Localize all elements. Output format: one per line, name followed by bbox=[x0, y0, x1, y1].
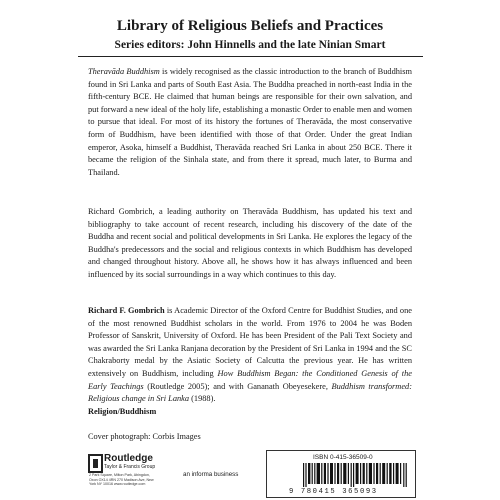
book-reference-1: How Buddhism Began: the Conditioned Genesis of the Early Teachings bbox=[88, 368, 412, 391]
barcode-digits: 9 780415 365093 bbox=[289, 488, 378, 496]
blurb-paragraph-1 bbox=[88, 66, 412, 179]
author-name: Richard F. Gombrich bbox=[88, 306, 165, 315]
blurb-paragraph-1-text: is widely recognised as the classic introduction to the branch of Buddhism found in Sri Lanka and parts of South East Asia. The Buddha preached in north-east India in the fifth-century BCE. He claimed that human beings are responsible for their own salvation, and put forward a new ideal of the holy life, establishing a monastic Order to enable men and women to pursue that ideal. For most of its history the fortunes of Theravāda, the most conservative form of Buddhism, have been identified with those of that Order. Under the great Indian emperor, Asoka, himself a Buddhist, Theravāda reached Sri Lanka in about 250 BCE. There it became the religion of the Sinhala state, and from there it spread, much later, to Burma and Thailand. bbox=[88, 67, 412, 177]
informa-tagline: an informa business bbox=[183, 471, 239, 478]
routledge-logo-icon bbox=[88, 454, 103, 473]
series-editors: Series editors: John Hinnells and the late Ninian Smart bbox=[114, 39, 386, 51]
publisher-name: Routledge bbox=[104, 453, 153, 464]
series-title: Library of Religious Beliefs and Practices bbox=[116, 18, 384, 34]
author-bio-text-c: (1988). bbox=[189, 394, 216, 404]
barcode-icon bbox=[303, 463, 407, 487]
author-bio-text-b: (Routledge 2005); and with Gananath Obeyesekere, bbox=[143, 381, 332, 391]
divider-rule bbox=[78, 56, 423, 57]
author-bio bbox=[88, 305, 412, 406]
book-reference-2: Buddhism transformed: Religious change in Sri Lanka bbox=[88, 381, 412, 404]
blurb-paragraph-2: Richard Gombrich, a leading authority on Theravāda Buddhism, has updated his text and bibliography to take account of recent research, including his discovery of the date of the Buddha and recent social and political developments in Sri Lanka. He explores the legacy of the Buddha's predecessors and the social and religious contexts in which Buddhism has developed and changed throughout history. Above all, he shows how it has always influenced and been influenced by its social surroundings in a way which continues to this day. bbox=[88, 207, 412, 279]
subject-category: Religion/Buddhism bbox=[88, 407, 157, 416]
author-bio-text-a: is Academic Director of the Oxford Centre for Buddhist Studies, and one of the most renowned Buddhist scholars in the world. From 1976 to 2004 he was Boden Professor of Sanskrit, University of Oxford. He has been President of the Pali Text Society and was awarded the Sri Lanka Ranjana decoration by the President of Sri Lanka in 1994 and the SC Chakraborty medal by the Asiatic Society of Calcutta the previous year. He has written extensively on Buddhism, including bbox=[88, 306, 412, 378]
isbn-box bbox=[266, 450, 416, 498]
publisher-group: Taylor & Francis Group bbox=[104, 464, 156, 470]
publisher-address: 2 Park Square, Milton Park, Abingdon, Oxon OX14 4RN 270 Madison Ave, New York NY 10016 www.routledge.com bbox=[89, 473, 154, 487]
isbn-number: ISBN 0-415-36509-0 bbox=[313, 454, 373, 461]
footer bbox=[0, 448, 500, 500]
cover-credit: Cover photograph: Corbis Images bbox=[88, 432, 201, 441]
book-title: Theravāda Buddhism bbox=[88, 67, 160, 76]
